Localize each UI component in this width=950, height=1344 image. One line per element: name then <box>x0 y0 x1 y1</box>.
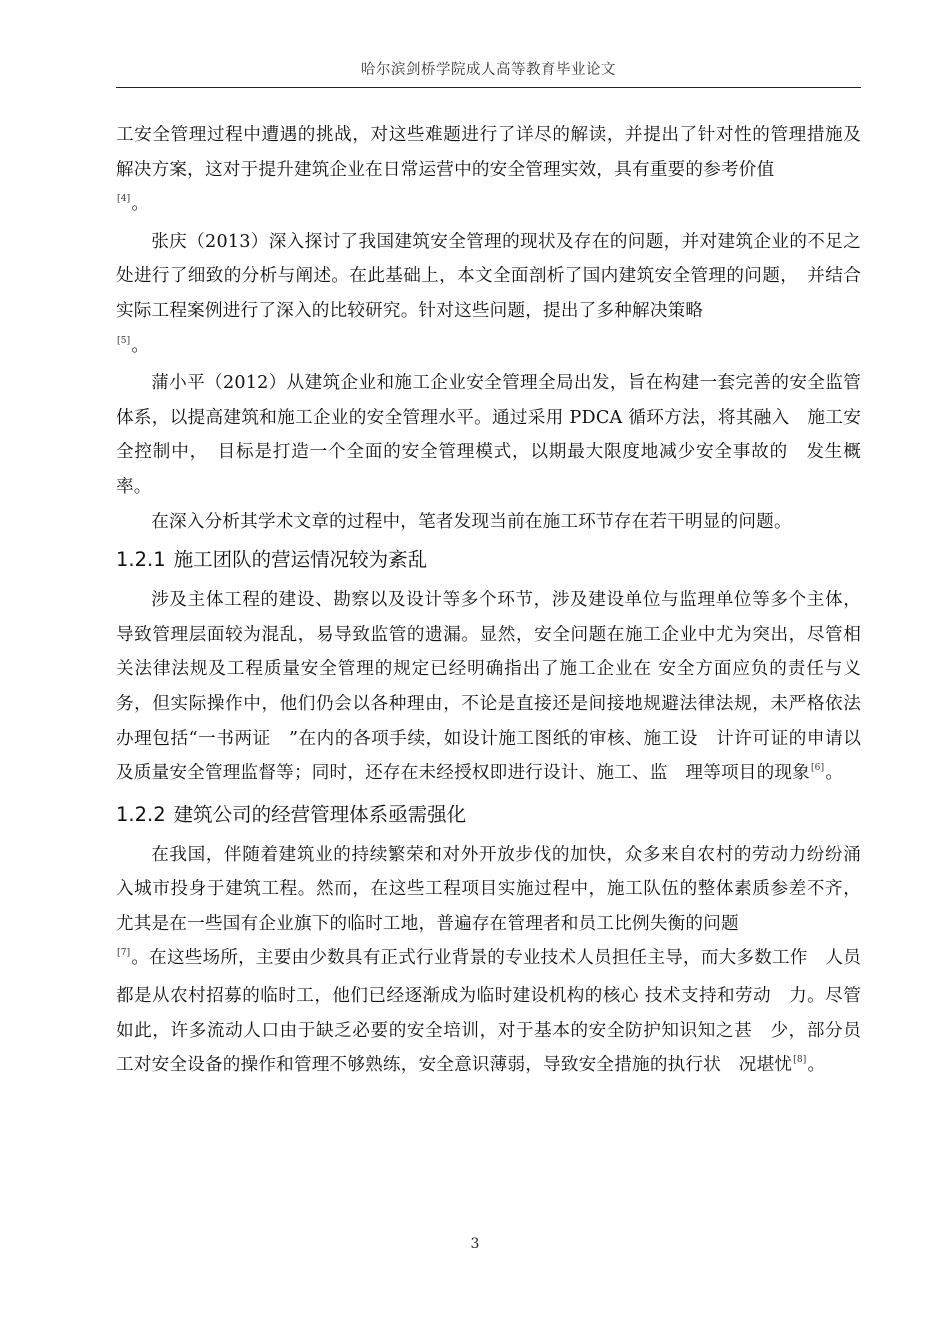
running-header: 哈尔滨剑桥学院成人高等教育毕业论文 <box>361 62 616 78</box>
header-rule <box>116 87 861 88</box>
paragraph-end: 。 <box>825 763 844 784</box>
paragraph-end: 。 <box>131 335 150 356</box>
section-title: 施工团队的营运情况较为紊乱 <box>173 548 428 572</box>
paragraph-puxiaoping <box>116 366 861 504</box>
citation-ref: [8] <box>793 1055 807 1066</box>
paragraph-text: 工安全管理过程中遭遇的挑战，对这些难题进行了详尽的解读，并提出了针对性的管理措施及解决方案，这对于提升建筑企业在日常运营中的安全管理实效，具有重要的参考价值 <box>116 125 861 180</box>
section-number: 1.2.2 <box>116 802 166 826</box>
body-content <box>116 118 861 1086</box>
paragraph-continued <box>116 118 861 225</box>
citation-ref: [5] <box>117 335 131 346</box>
section-heading-1-2-1 <box>116 539 861 583</box>
citation-ref: [4] <box>117 194 131 205</box>
citation-ref: [7] <box>117 948 131 959</box>
paragraph-end: 。 <box>131 194 150 215</box>
paragraph-construction-team <box>116 583 861 794</box>
paragraph-management-system <box>116 838 861 1086</box>
citation-ref: [6] <box>810 763 825 774</box>
paragraph-analysis <box>116 505 861 540</box>
paragraph-text: 张庆（2013）深入探讨了我国建筑安全管理的现状及存在的问题，并对建筑企业的不足之处进行了细致的分析与阐述。在此基础上，本文全面剖析了国内建筑安全管理的问题， 并结合实际工程案例进行了深入的比较研究。针对这些问题，提出了多种解决策略 <box>116 231 861 321</box>
section-title: 建筑公司的经营管理体系亟需强化 <box>173 802 467 826</box>
section-heading-1-2-2 <box>116 794 861 838</box>
paragraph-text-continued: 。在这些场所，主要由少数具有正式行业背景的专业技术人员担任主导，而大多数工作 人员都是从农村招募的临时工，他们已经逐渐成为临时建设机构的核心 技术支持和劳动 力。尽管如此，许多流动人口由于缺乏必要的安全培训，对于基本的安全防护知识知之甚 少，部分员工对安全设备的操作和管理不够熟练，安全意识薄弱，导致安全措施的执行状 况堪忧 <box>116 948 861 1076</box>
paragraph-end: 。 <box>807 1055 826 1076</box>
paragraph-zhangqing <box>116 225 861 366</box>
paragraph-text: 在深入分析其学术文章的过程中，笔者发现当前在施工环节存在若干明显的问题。 <box>151 511 792 532</box>
paragraph-text: 在我国，伴随着建筑业的持续繁荣和对外开放步伐的加快，众多来自农村的劳动力纷纷涌入城市投身于建筑工程。然而，在这些工程项目实施过程中，施工队伍的整体素质参差不齐，尤其是在一些国有企业旗下的临时工地，普遍存在管理者和员工比例失衡的问题 <box>116 844 861 934</box>
section-number: 1.2.1 <box>116 548 166 572</box>
page-number: 3 <box>470 1236 480 1252</box>
paragraph-text: 涉及主体工程的建设、勘察以及设计等多个环节，涉及建设单位与监理单位等多个主体，导致管理层面较为混乱，易导致监管的遗漏。显然，安全问题在施工企业中尤为突出，尽管相关法律法规及工程质量安全管理的规定已经明确指出了施工企业在 安全方面应负的责任与义务，但实际操作中，他们仍会以各种理由，不论是直接还是间接地规避法律法规，未严格依法办理包括“一书两证 ”在内的各项手续，如设计施工图纸的审核、施工设 计许可证的申请以及质量安全管理监督等；同时，还存在未经授权即进行设计、施工、监 理等项目的现象 <box>116 590 861 784</box>
paragraph-text: 蒲小平（2012）从建筑企业和施工企业安全管理全局出发，旨在构建一套完善的安全监管体系，以提高建筑和施工企业的安全管理水平。通过采用 PDCA 循环方法，将其融入 施工安全控制中， 目标是打造一个全面的安全管理模式，以期最大限度地减少安全事故的 发生概率。 <box>116 373 861 497</box>
